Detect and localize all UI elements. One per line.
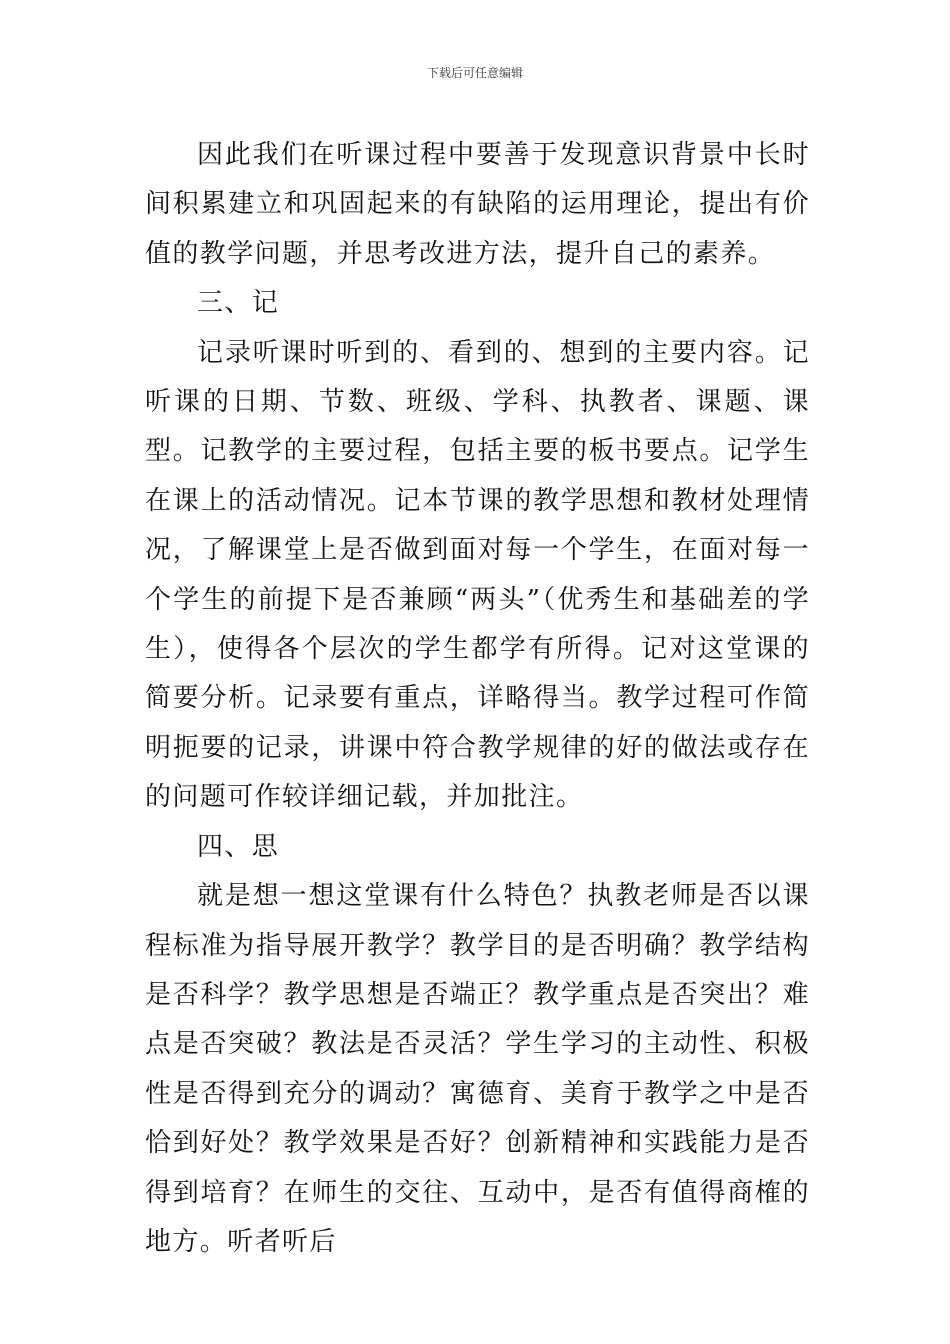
document-body <box>145 131 810 1267</box>
paragraph-record: 记录听课时听到的、看到的、想到的主要内容。记听课的日期、节数、班级、学科、执教者、课题、课型。记教学的主要过程，包括主要的板书要点。记学生在课上的活动情况。记本节课的教学思想和教材处理情况，了解课堂上是否做到面对每一个学生，在面对每一个学生的前提下是否兼顾“两头”（优秀生和基础差的学生），使得各个层次的学生都学有所得。记对这堂课的简要分析。记录要有重点，详略得当。教学过程可作简明扼要的记录，讲课中符合教学规律的好的做法或存在的问题可作较详细记载，并加批注。 <box>145 337 810 813</box>
paragraph-think: 就是想一想这堂课有什么特色？执教老师是否以课程标准为指导展开教学？教学目的是否明确？教学结构是否科学？教学思想是否端正？教学重点是否突出？难点是否突破？教法是否灵活？学生学习的主动性、积极性是否得到充分的调动？寓德育、美育于教学之中是否恰到好处？教学效果是否好？创新精神和实践能力是否得到培育？在师生的交往、互动中，是否有值得商榷的地方。听者听后 <box>145 881 810 1257</box>
page-header: 下载后可任意编辑 <box>426 66 523 80</box>
section-heading-record: 三、记 <box>197 288 280 319</box>
paragraph-intro: 因此我们在听课过程中要善于发现意识背景中长时间积累建立和巩固起来的有缺陷的运用理论，提出有价值的教学问题，并思考改进方法，提升自己的素养。 <box>145 140 810 269</box>
section-heading-think: 四、思 <box>197 831 280 862</box>
